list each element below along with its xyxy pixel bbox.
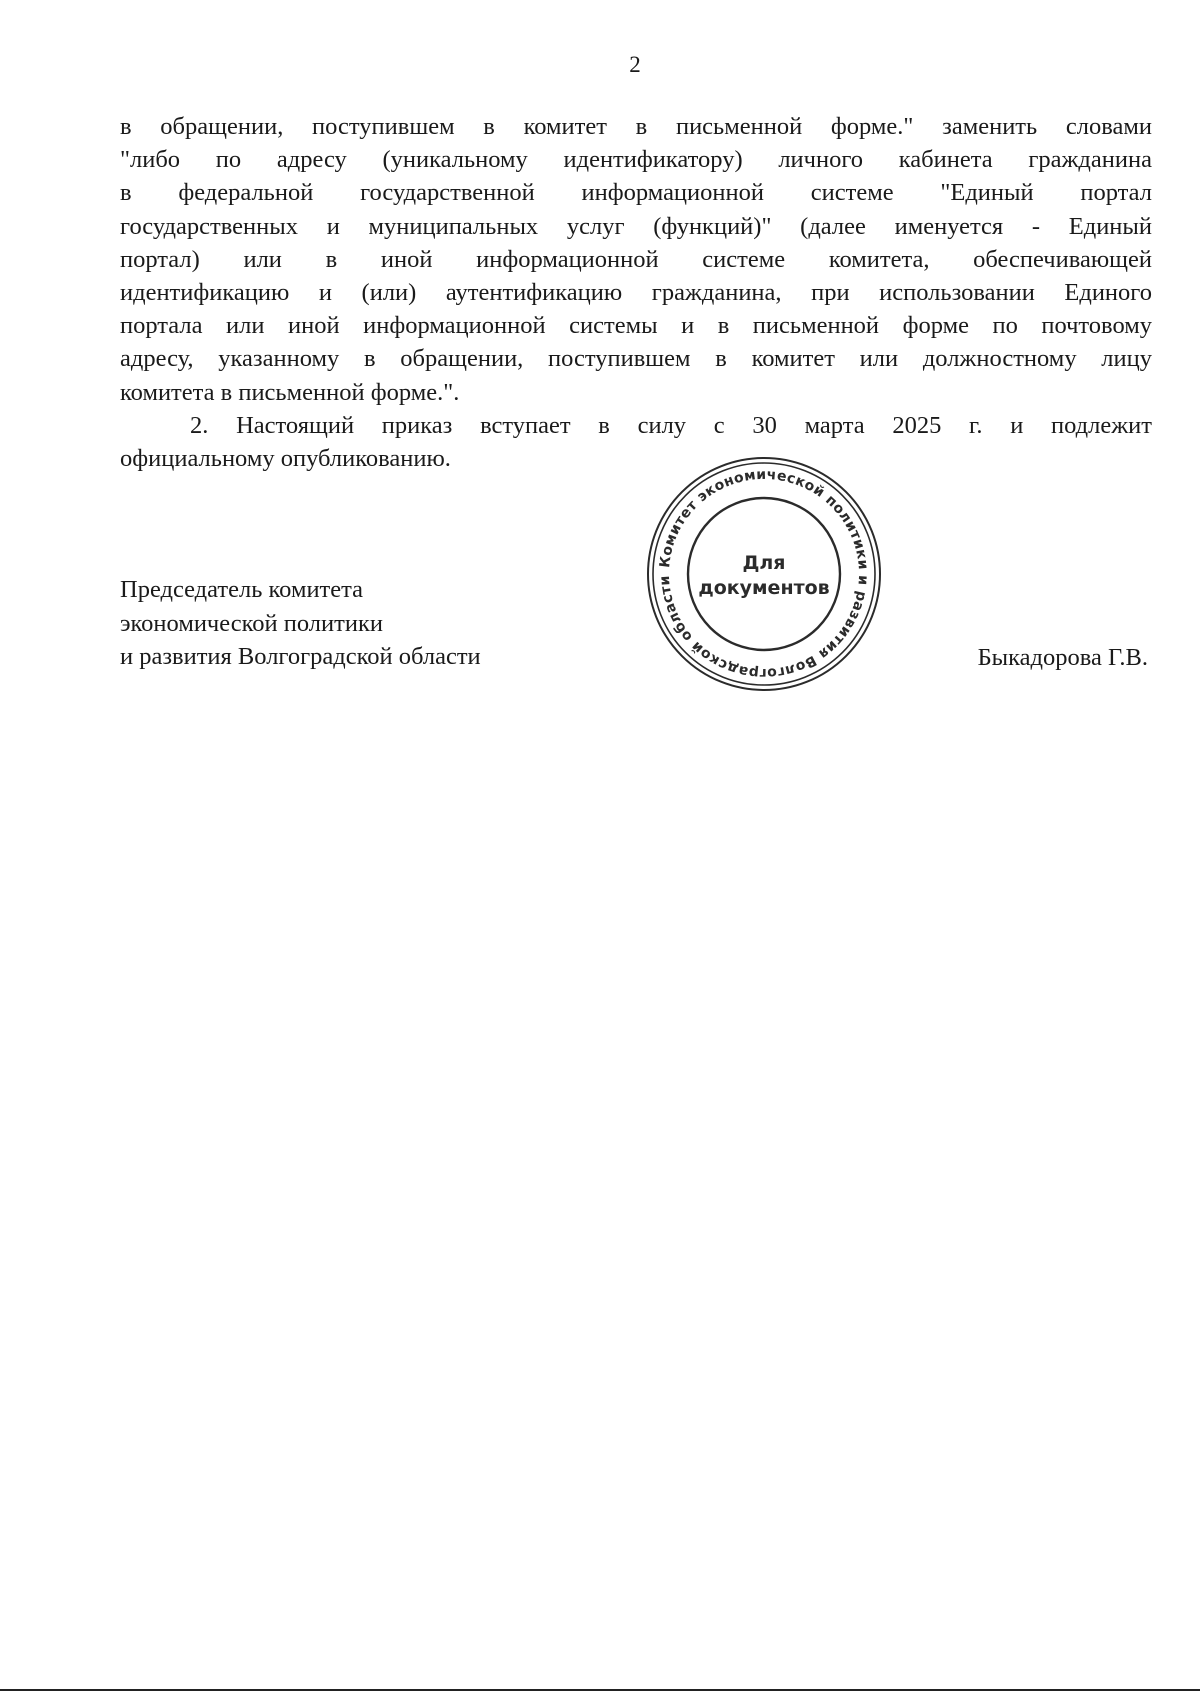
stamp-center-line1: Для: [742, 552, 786, 574]
signature-title-line: Председатель комитета: [120, 576, 364, 603]
bottom-divider: [0, 1689, 1200, 1691]
text-line: адресу, указанному в обращении, поступившем в комитет или должностному лицу: [120, 345, 1152, 373]
text-line: государственных и муниципальных услуг (функций)" (далее именуется - Единый: [120, 212, 1152, 240]
text-line: идентификацию и (или) аутентификацию гражданина, при использовании Единого: [120, 278, 1152, 306]
stamp-seal-icon: [645, 455, 883, 693]
page-number: 2: [629, 52, 641, 77]
signature-title-line: и развития Волгоградской области: [120, 643, 481, 670]
stamp-center-line2: документов: [698, 577, 830, 599]
stamp-rings: [648, 458, 880, 690]
text-line: официальному опубликованию.: [120, 444, 451, 472]
text-line: "либо по адресу (уникальному идентификатору) личного кабинета гражданина: [120, 146, 1152, 174]
official-stamp: [645, 455, 883, 693]
signer-name: Быкадорова Г.В.: [977, 644, 1148, 671]
stamp-ring-textpath: Комитет экономической политики и развития Волгоградской области: [656, 466, 872, 682]
text-line: портала или иной информационной системы и в письменной форме по почтовому: [120, 312, 1152, 340]
text-line: в обращении, поступившем в комитет в письменной форме." заменить словами: [120, 113, 1152, 140]
signature-title: [120, 573, 481, 674]
text-line: 2. Настоящий приказ вступает в силу с 30 марта 2025 г. и подлежит: [190, 411, 1152, 439]
text-line: в федеральной государственной информационной системе "Единый портал: [120, 179, 1152, 207]
text-line: портал) или в иной информационной системе комитета, обеспечивающей: [120, 245, 1152, 273]
signature-title-line: экономической политики: [120, 609, 383, 637]
document-body: [120, 110, 1152, 475]
text-line: комитета в письменной форме.".: [120, 378, 460, 406]
